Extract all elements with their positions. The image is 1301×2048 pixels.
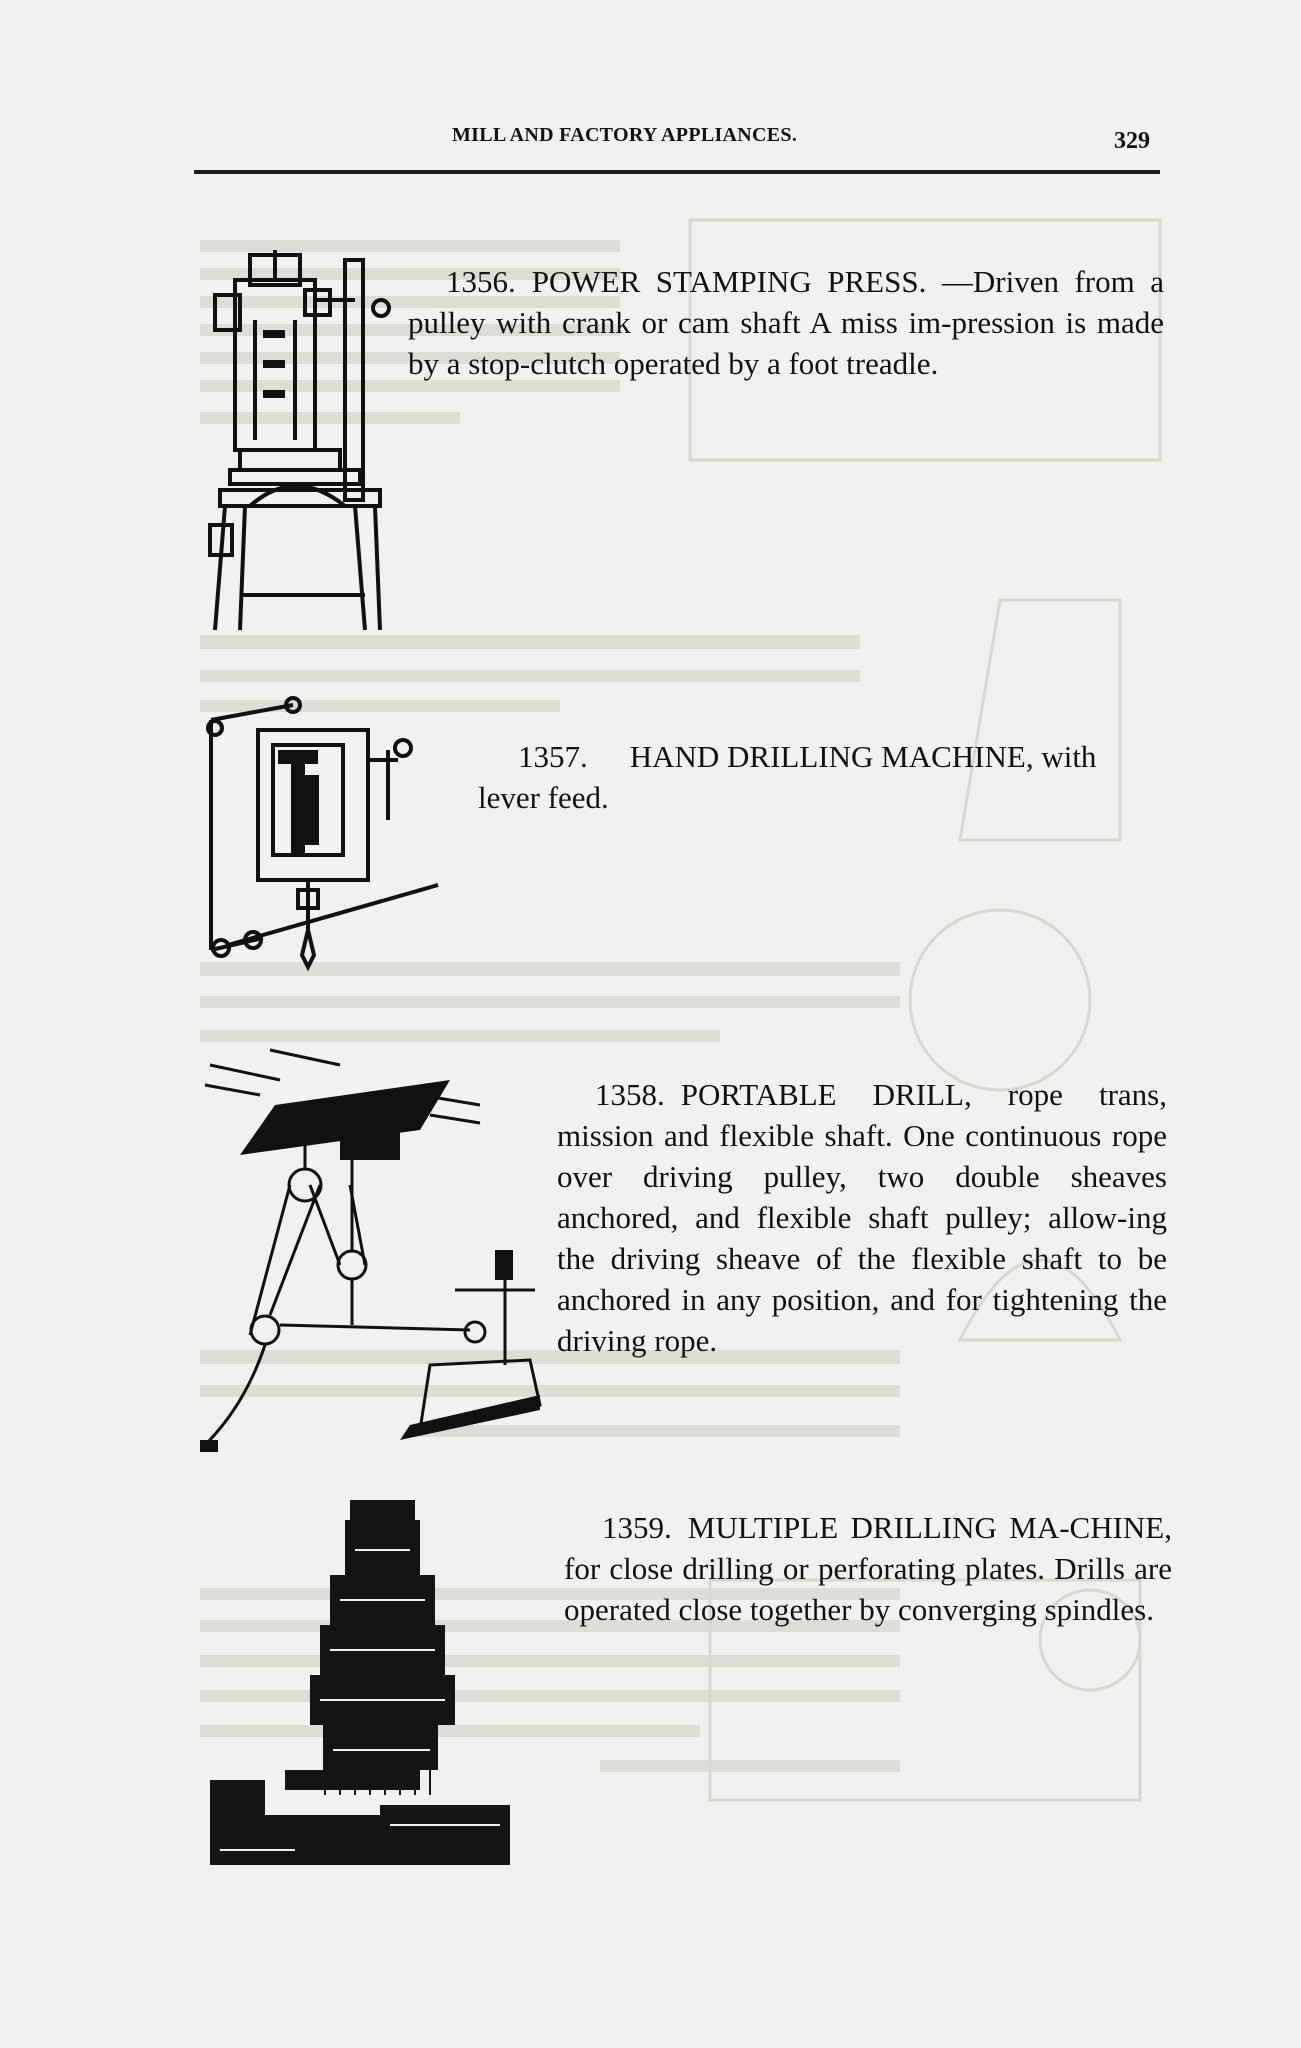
entry-number: 1357. — [518, 739, 588, 774]
entry-text: PORTABLE DRILL, rope trans, mission and flexible shaft. One continuous rope over driving pulley, two double sheaves anchored, and flexible shaft pulley; allow-ing the driving sheave of the flexible shaft to be anchored in any position, and for tightening the driving rope. — [557, 1077, 1167, 1358]
entry-1356 — [408, 261, 1164, 384]
header-rule — [194, 170, 1160, 174]
hand-drilling-machine-illustration — [203, 690, 448, 975]
portable-drill-illustration — [200, 1045, 560, 1455]
entry-text: HAND DRILLING MACHINE, with lever feed. — [478, 739, 1097, 815]
entry-1359 — [564, 1507, 1172, 1630]
entry-number: 1356. — [446, 264, 516, 299]
entry-number: 1358. — [595, 1077, 665, 1112]
entry-1358 — [557, 1074, 1167, 1361]
multiple-drilling-machine-illustration — [205, 1495, 525, 1875]
page-number: 329 — [1114, 128, 1150, 154]
entry-1357 — [478, 736, 1148, 818]
entry-text: POWER STAMPING PRESS. —Driven from a pulley with crank or cam shaft A miss im-pression is made by a stop-clutch operated by a foot treadle. — [408, 264, 1164, 381]
entry-text: MULTIPLE DRILLING MA-CHINE, for close drilling or perforating plates. Drills are operated close together by converging spindles. — [564, 1510, 1172, 1627]
entry-number: 1359. — [602, 1510, 672, 1545]
running-header: MILL AND FACTORY APPLIANCES. — [452, 124, 798, 146]
power-stamping-press-illustration — [205, 240, 395, 635]
